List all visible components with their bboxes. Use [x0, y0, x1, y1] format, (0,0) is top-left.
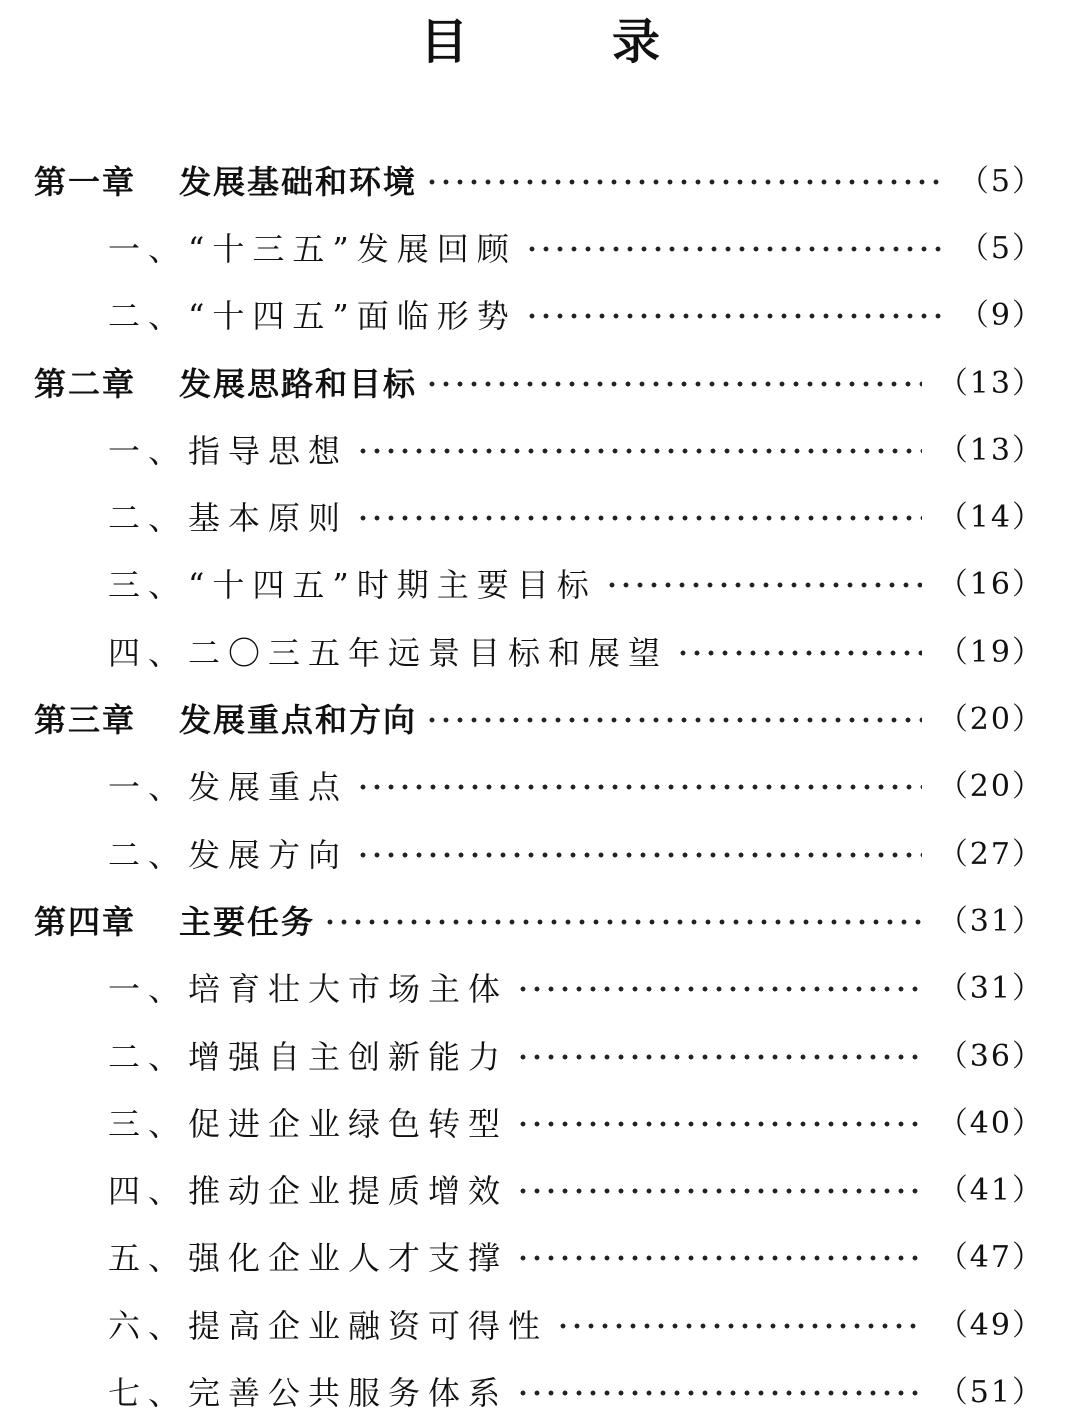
section-title: 一、培育壮大市场主体 — [108, 970, 509, 1009]
dot-leader — [425, 700, 922, 740]
page-number: （36） — [937, 1038, 1044, 1074]
toc-section-entry[interactable] — [0, 956, 1080, 1023]
section-title: 二、发展方向 — [108, 835, 349, 874]
chapter-number: 第四章 — [34, 902, 137, 941]
toc-chapter-entry[interactable] — [0, 350, 1080, 417]
chapter-title: 主要任务 — [179, 902, 316, 941]
page-number: （40） — [937, 1105, 1044, 1141]
chapter-title: 发展重点和方向 — [179, 701, 418, 740]
toc-section-entry[interactable] — [0, 1090, 1080, 1157]
section-title: 三、“十四五”时期主要目标 — [108, 566, 597, 605]
page-number: （47） — [937, 1240, 1044, 1276]
toc-section-entry[interactable] — [0, 1225, 1080, 1292]
page-number: （9） — [958, 298, 1044, 334]
dot-leader — [356, 835, 922, 875]
toc-section-entry[interactable] — [0, 215, 1080, 282]
chapter-number: 第三章 — [34, 701, 137, 740]
chapter-title: 发展思路和目标 — [179, 364, 418, 403]
section-title: 一、发展重点 — [108, 768, 349, 807]
toc-entry-label — [34, 364, 417, 404]
page-number: （20） — [937, 702, 1044, 738]
section-title: 三、促进企业绿色转型 — [108, 1104, 509, 1143]
section-title: 二、基本原则 — [108, 499, 349, 538]
dot-leader — [516, 1373, 922, 1413]
toc-section-entry[interactable] — [0, 283, 1080, 350]
dot-leader — [525, 296, 943, 336]
page-number: （19） — [937, 634, 1044, 670]
dot-leader — [516, 1037, 922, 1077]
section-title: 四、二〇三五年远景目标和展望 — [108, 633, 669, 672]
section-title: 六、提高企业融资可得性 — [108, 1306, 549, 1345]
toc-entry-label — [34, 700, 417, 740]
section-title: 四、推动企业提质增效 — [108, 1172, 509, 1211]
page-number: （16） — [937, 567, 1044, 603]
toc-section-entry[interactable] — [0, 1023, 1080, 1090]
page-number: （13） — [937, 432, 1044, 468]
page-number: （20） — [937, 769, 1044, 805]
chapter-title: 发展基础和环境 — [179, 162, 418, 201]
dot-leader — [356, 767, 922, 807]
dot-leader — [425, 364, 922, 404]
section-title: 一、“十三五”发展回顾 — [108, 229, 517, 268]
page-number: （41） — [937, 1173, 1044, 1209]
page-number: （31） — [937, 903, 1044, 939]
toc-section-entry[interactable] — [0, 552, 1080, 619]
dot-leader — [516, 1104, 922, 1144]
page-number: （5） — [958, 230, 1044, 266]
section-title: 五、强化企业人才支撑 — [108, 1239, 509, 1278]
toc-chapter-entry[interactable] — [0, 888, 1080, 955]
toc-section-entry[interactable] — [0, 619, 1080, 686]
page-number: （49） — [937, 1307, 1044, 1343]
page-number: （27） — [937, 836, 1044, 872]
toc-chapter-entry[interactable] — [0, 148, 1080, 215]
toc-section-entry[interactable] — [0, 821, 1080, 888]
dot-leader — [356, 498, 922, 538]
toc-entry-label — [34, 902, 315, 942]
dot-leader — [425, 162, 943, 202]
toc-entry-label — [34, 162, 417, 202]
dot-leader — [516, 1171, 922, 1211]
dot-leader — [516, 1238, 922, 1278]
section-title: 二、增强自主创新能力 — [108, 1037, 509, 1076]
toc-section-entry[interactable] — [0, 754, 1080, 821]
toc-list — [0, 148, 1080, 1427]
dot-leader — [676, 633, 922, 673]
page-number: （31） — [937, 971, 1044, 1007]
toc-title: 目 录 — [419, 14, 708, 70]
toc-section-entry[interactable] — [0, 417, 1080, 484]
toc-section-entry[interactable] — [0, 1359, 1080, 1426]
toc-chapter-entry[interactable] — [0, 686, 1080, 753]
section-title: 七、完善公共服务体系 — [108, 1373, 509, 1412]
toc-section-entry[interactable] — [0, 1157, 1080, 1224]
dot-leader — [605, 565, 922, 605]
dot-leader — [356, 431, 922, 471]
chapter-number: 第二章 — [34, 364, 137, 403]
dot-leader — [556, 1306, 922, 1346]
dot-leader — [323, 902, 922, 942]
dot-leader — [525, 229, 943, 269]
toc-section-entry[interactable] — [0, 1292, 1080, 1359]
section-title: 一、指导思想 — [108, 431, 349, 470]
dot-leader — [516, 969, 922, 1009]
page-number: （5） — [958, 163, 1044, 199]
section-title: 二、“十四五”面临形势 — [108, 297, 517, 336]
page-number: （51） — [937, 1374, 1044, 1410]
chapter-number: 第一章 — [34, 162, 137, 201]
page-number: （14） — [937, 500, 1044, 536]
toc-section-entry[interactable] — [0, 484, 1080, 551]
page-number: （13） — [937, 365, 1044, 401]
